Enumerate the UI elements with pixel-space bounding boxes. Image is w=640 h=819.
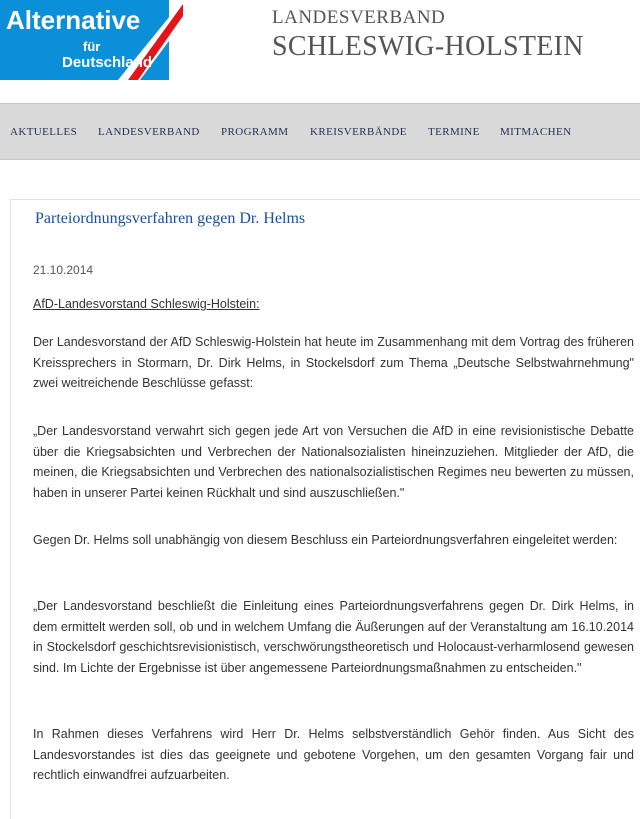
afd-logo[interactable] — [0, 0, 183, 80]
article-paragraph-4: „Der Landesvorstand beschließt die Einleitung eines Parteiordnungsverfahrens gegen Dr. Dirk Helms, in dem ermittelt werden soll, ob und in welchem Umfang die Äußerungen auf der Veranstaltung am 16.10.2014 in Stockelsdorf geschichtsrevisionistisch, verschwörungstheoretisch und Holocaust-verharmlosend gewesen sind. Im Lichte der Ergebnisse ist über angemessene Parteiordnungsmaßnahmen zu entscheiden." — [33, 599, 634, 675]
article-paragraph-5: In Rahmen dieses Verfahrens wird Herr Dr. Helms selbstverständlich Gehör finden. Aus Sicht des Landesvorstandes ist dies das geeignete und gebotene Vorgehen, um den gesamten Vorgang fair und rechtlich einwandfrei aufzuarbeiten. — [33, 727, 634, 782]
nav-item-programm[interactable]: PROGRAMM — [221, 126, 289, 138]
article-paragraph-1: Der Landesvorstand der AfD Schleswig-Holstein hat heute im Zusammenhang mit dem Vortrag des früheren Kreissprechers in Stormarn, Dr. Dirk Helms, in Stockelsdorf zum Thema „Deutsche Selbstwahrnehmung" zwei weitreichende Beschlüsse gefasst: — [33, 335, 634, 390]
article-subhead: AfD-Landesvorstand Schleswig-Holstein: — [33, 297, 260, 311]
article-date: 21.10.2014 — [33, 263, 94, 277]
nav-item-termine[interactable]: TERMINE — [428, 126, 480, 138]
logo-text-line1: Alternative — [6, 5, 141, 35]
nav-item-kreisverbaende[interactable]: KREISVERBÄNDE — [310, 126, 407, 138]
main-nav — [0, 103, 640, 160]
article-container — [10, 199, 640, 819]
site-title-line2: SCHLESWIG-HOLSTEIN — [272, 31, 584, 62]
nav-item-landesverband[interactable]: LANDESVERBAND — [98, 126, 200, 138]
article-paragraph-2: „Der Landesvorstand verwahrt sich gegen jede Art von Versuchen die AfD in eine revisionistische Debatte über die Kriegsabsichten und Verbrechen der Nationalsozialisten hineinzuziehen. Mitglieder der AfD, die meinen, die Kriegsabsichten und Verbrechen des nationalsozialistischen Regimes neu bewerten zu müssen, haben in unserer Partei keinen Rückhalt und sind auszuschließen." — [33, 424, 634, 500]
article-paragraph-3: Gegen Dr. Helms soll unabhängig von diesem Beschluss ein Parteiordnungsverfahren eingeleitet werden: — [33, 533, 618, 547]
site-title — [272, 8, 584, 61]
nav-item-aktuelles[interactable]: AKTUELLES — [10, 126, 78, 138]
article-title[interactable]: Parteiordnungsverfahren gegen Dr. Helms — [35, 210, 306, 227]
logo-text-line2: für — [83, 39, 101, 54]
site-header — [0, 0, 640, 100]
site-title-line1: LANDESVERBAND — [272, 7, 446, 28]
logo-text-line3: Deutschland — [62, 54, 153, 71]
nav-item-mitmachen[interactable]: MITMACHEN — [500, 126, 572, 138]
